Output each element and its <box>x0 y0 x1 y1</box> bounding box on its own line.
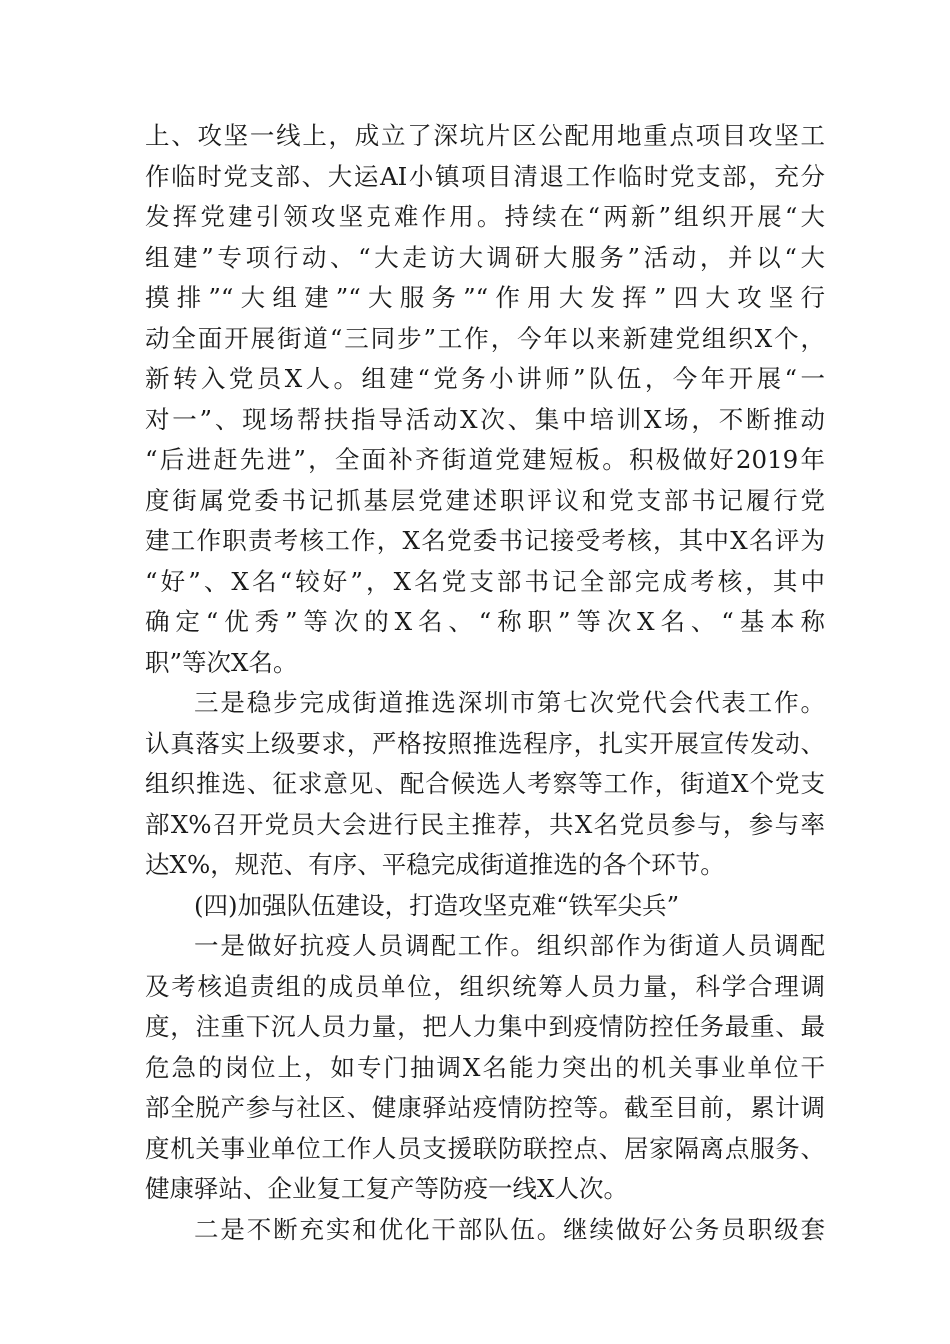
text-line: 发挥党建引领攻坚克难作用。持续在“两新”组织开展“大 <box>145 202 825 231</box>
text-line: 职”等次X名。 <box>145 647 298 677</box>
text-line: 上、攻坚一线上，成立了深坑片区公配用地重点项目攻坚工 <box>145 121 825 150</box>
text-line: 及考核追责组的成员单位，组织统筹人员力量，科学合理调 <box>145 971 825 1001</box>
text-line: 部X%召开党员大会进行民主推荐，共X名党员参与，参与率 <box>145 809 825 839</box>
text-line: 动全面开展街道“三同步”工作，今年以来新建党组织X个， <box>145 323 825 353</box>
document-body <box>145 116 825 1250</box>
text-line: 摸排”“大组建”“大服务”“作用大发挥”四大攻坚行 <box>145 283 825 312</box>
text-line: 达X%，规范、有序、平稳完成街道推选的各个环节。 <box>145 850 725 879</box>
text-line: 度机关事业单位工作人员支援联防联控点、居家隔离点服务、 <box>145 1133 825 1163</box>
text-line: (四)加强队伍建设，打造攻坚克难“铁军尖兵” <box>194 890 680 920</box>
text-line: 组建”专项行动、“大走访大调研大服务”活动，并以“大 <box>145 242 825 272</box>
text-line: 三是稳步完成街道推选深圳市第七次党代会代表工作。 <box>194 688 825 717</box>
text-line: 危急的岗位上，如专门抽调X名能力突出的机关事业单位干 <box>145 1052 825 1082</box>
text-line: 作临时党支部、大运AI小镇项目清退工作临时党支部，充分 <box>145 161 825 191</box>
text-line: 新转入党员X人。组建“党务小讲师”队伍，今年开展“一 <box>145 364 825 393</box>
text-line: 确定“优秀”等次的X名、“称职”等次X名、“基本称 <box>145 607 825 636</box>
text-line: 部全脱产参与社区、健康驿站疫情防控等。截至目前，累计调 <box>145 1093 825 1122</box>
text-line: 认真落实上级要求，严格按照推选程序，扎实开展宣传发动、 <box>145 728 825 758</box>
text-line: 度，注重下沉人员力量，把人力集中到疫情防控任务最重、最 <box>145 1012 825 1041</box>
text-line: 二是不断充实和优化干部队伍。继续做好公务员职级套 <box>194 1214 825 1244</box>
text-line: “后进赶先进”，全面补齐街道党建短板。积极做好2019年 <box>145 445 825 474</box>
text-line: 一是做好抗疫人员调配工作。组织部作为街道人员调配 <box>194 931 825 960</box>
text-line: “好”、X名“较好”，X名党支部书记全部完成考核，其中 <box>145 566 825 596</box>
text-line: 组织推选、征求意见、配合候选人考察等工作，街道X个党支 <box>145 769 825 798</box>
text-line: 对一”、现场帮扶指导活动X次、集中培训X场，不断推动 <box>145 404 825 434</box>
text-line: 建工作职责考核工作，X名党委书记接受考核，其中X名评为 <box>145 526 825 555</box>
text-line: 度街属党委书记抓基层党建述职评议和党支部书记履行党 <box>145 485 825 515</box>
text-line: 健康驿站、企业复工复产等防疫一线X人次。 <box>145 1174 628 1203</box>
